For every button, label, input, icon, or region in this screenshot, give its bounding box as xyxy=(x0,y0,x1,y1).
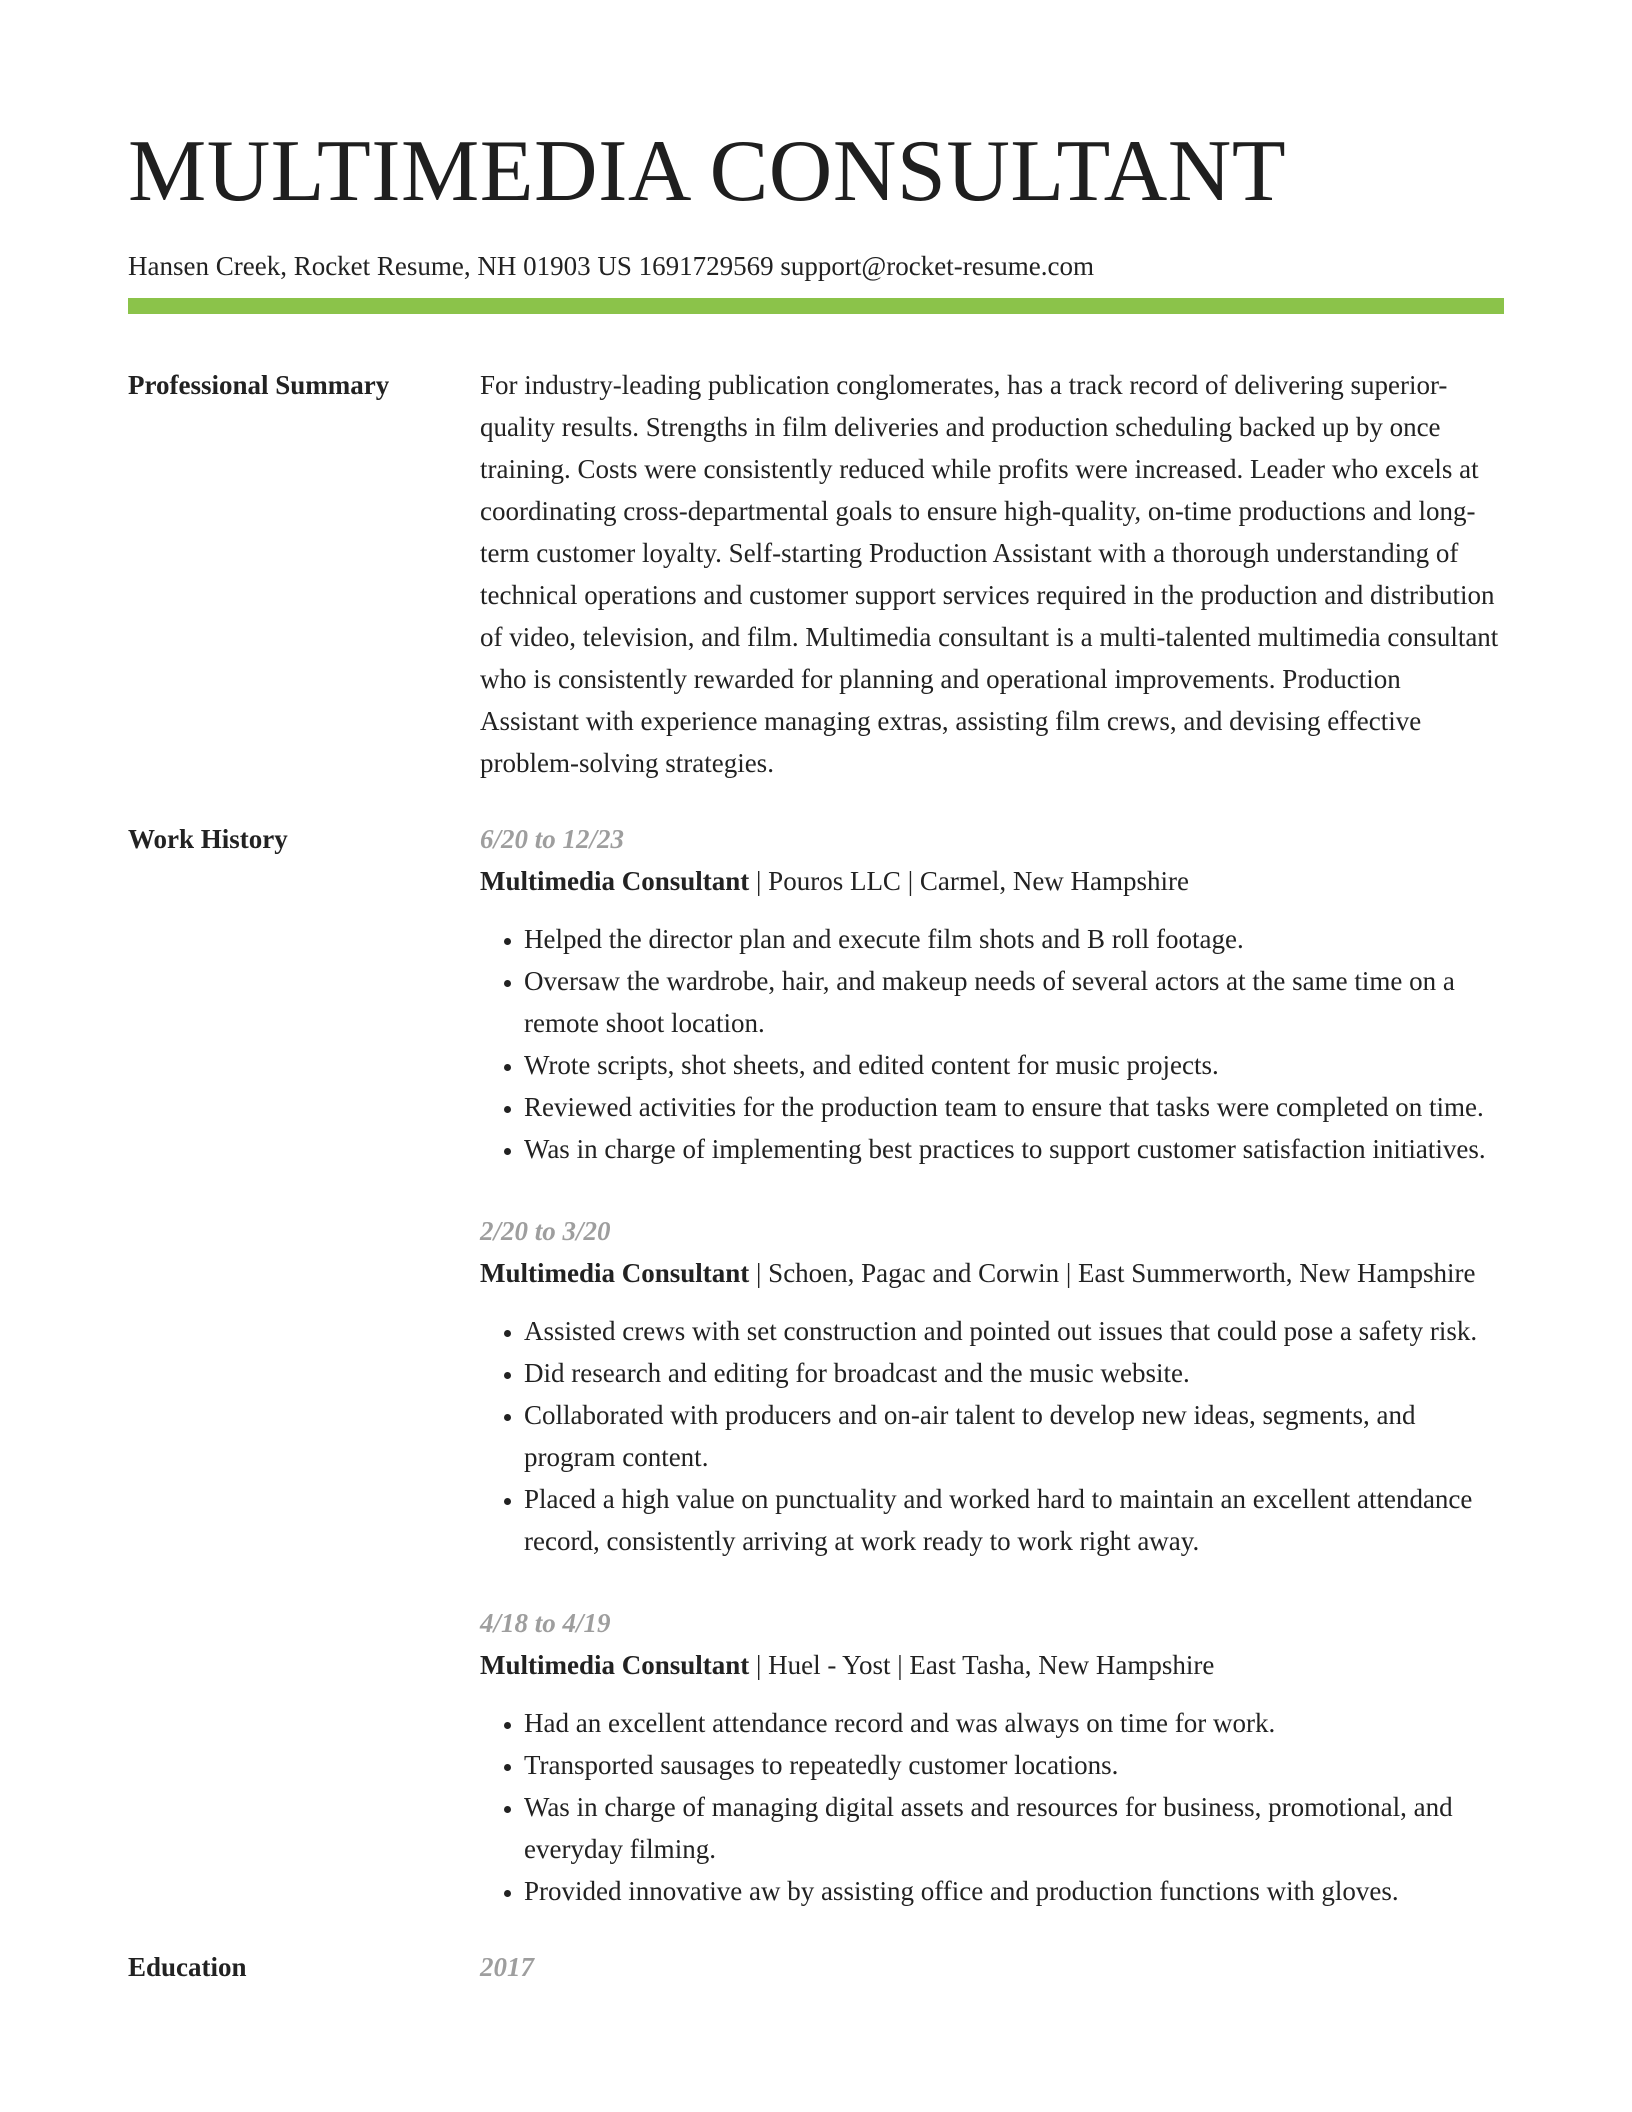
job-entry xyxy=(480,818,1504,1170)
job-bullet-item: • Oversaw the wardrobe, hair, and makeup needs of several actors at the same time on a remote shoot location. xyxy=(524,960,1504,1044)
job-bullet-item: • Reviewed activities for the production team to ensure that tasks were completed on time. xyxy=(524,1086,1504,1128)
summary-body xyxy=(480,364,1504,784)
job-heading xyxy=(480,860,1504,902)
job-dates: 4/18 to 4/19 xyxy=(480,1608,611,1638)
job-entry xyxy=(480,1210,1504,1562)
job-bullet-item: • Placed a high value on punctuality and worked hard to maintain an excellent attendance record, consistently arriving at work ready to work right away. xyxy=(524,1478,1504,1562)
summary-label: Professional Summary xyxy=(128,370,390,400)
job-dates: 2/20 to 3/20 xyxy=(480,1216,611,1246)
job-bullet-list xyxy=(480,918,1504,1170)
job-bullet-item: • Transported sausages to repeatedly customer locations. xyxy=(524,1744,1504,1786)
header-divider xyxy=(128,298,1504,314)
work-history-body xyxy=(480,818,1504,1912)
work-history-label: Work History xyxy=(128,824,288,854)
education-label: Education xyxy=(128,1952,247,1982)
summary-text: For industry-leading publication conglomerates, has a track record of delivering superior-quality results. Strengths in film deliveries and production scheduling backed up by once training. Costs were consistently reduced while profits were increased. Leader who excels at coordinating cross-departmental goals to ensure high-quality, on-time productions and long-term customer loyalty. Self-starting Production Assistant with a thorough understanding of technical operations and customer support services required in the production and distribution of video, television, and film. Multimedia consultant is a multi-talented multimedia consultant who is consistently rewarded for planning and operational improvements. Production Assistant with experience managing extras, assisting film crews, and devising effective problem-solving strategies. xyxy=(480,370,1499,778)
contact-phone: 1691729569 xyxy=(638,251,774,281)
job-employer-location: | Pouros LLC | Carmel, New Hampshire xyxy=(749,866,1190,896)
education-body xyxy=(480,1946,1504,1988)
job-title: Multimedia Consultant xyxy=(480,1258,750,1288)
job-bullet-item: • Was in charge of managing digital assets and resources for business, promotional, and everyday filming. xyxy=(524,1786,1504,1870)
job-bullet-item: • Assisted crews with set construction and pointed out issues that could pose a safety risk. xyxy=(524,1310,1504,1352)
job-heading xyxy=(480,1252,1504,1294)
job-bullet-item: • Helped the director plan and execute film shots and B roll footage. xyxy=(524,918,1504,960)
job-entry xyxy=(480,1602,1504,1912)
job-bullet-item: • Had an excellent attendance record and was always on time for work. xyxy=(524,1702,1504,1744)
job-bullet-list xyxy=(480,1310,1504,1562)
job-dates: 6/20 to 12/23 xyxy=(480,824,625,854)
contact-email: support@rocket-resume.com xyxy=(780,251,1094,281)
job-bullet-item: • Was in charge of implementing best practices to support customer satisfaction initiatives. xyxy=(524,1128,1504,1170)
contact-address: Hansen Creek, Rocket Resume, NH 01903 US xyxy=(128,251,632,281)
education-section xyxy=(128,1946,1504,1988)
job-title: Multimedia Consultant xyxy=(480,866,750,896)
job-employer-location: | Huel - Yost | East Tasha, New Hampshire xyxy=(749,1650,1215,1680)
job-bullet-list xyxy=(480,1702,1504,1912)
job-heading xyxy=(480,1644,1504,1686)
education-dates: 2017 xyxy=(480,1952,534,1982)
job-title: Multimedia Consultant xyxy=(480,1650,750,1680)
job-bullet-item: • Wrote scripts, shot sheets, and edited content for music projects. xyxy=(524,1044,1504,1086)
job-bullet-item: • Did research and editing for broadcast and the music website. xyxy=(524,1352,1504,1394)
job-bullet-item: • Provided innovative aw by assisting office and production functions with gloves. xyxy=(524,1870,1504,1912)
summary-section xyxy=(128,364,1504,784)
work-history-section xyxy=(128,818,1504,1912)
resume-name-heading: MULTIMEDIA CONSULTANT xyxy=(128,123,1287,220)
job-bullet-item: • Collaborated with producers and on-air talent to develop new ideas, segments, and program content. xyxy=(524,1394,1504,1478)
job-employer-location: | Schoen, Pagac and Corwin | East Summerworth, New Hampshire xyxy=(749,1258,1476,1288)
contact-line xyxy=(128,248,1504,284)
